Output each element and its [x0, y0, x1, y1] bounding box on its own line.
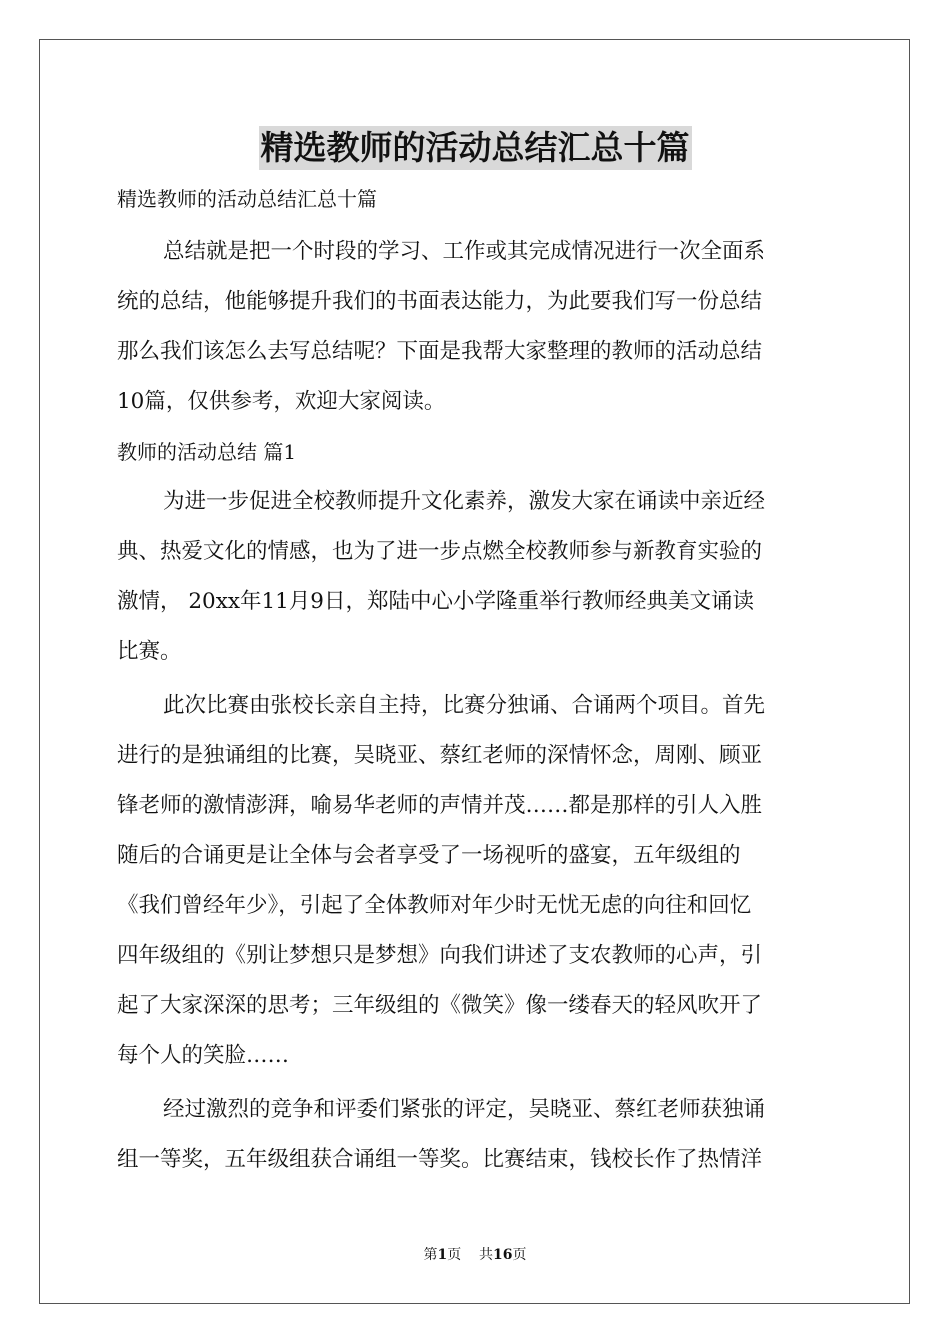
footer-page-word: 页 [447, 1247, 462, 1263]
section-heading: 教师的活动总结 篇1 [117, 440, 297, 464]
text-line: 每个人的笑脸…… [117, 1043, 290, 1068]
document-subtitle: 精选教师的活动总结汇总十篇 [117, 187, 377, 211]
text-line: 组一等奖，五年级组获合诵组一等奖。比赛结束，钱校长作了热情洋 [117, 1147, 763, 1172]
footer-total-prefix: 共 [479, 1247, 494, 1263]
paragraph-3 [117, 1085, 833, 1185]
text-line: 《我们曾经年少》，引起了全体教师对年少时无忧无虑的向往和回忆 [117, 893, 752, 918]
intro-paragraph [117, 227, 833, 427]
text-line: 激情， 20xx年11月9日，郑陆中心小学隆重举行教师经典美文诵读 [117, 589, 754, 614]
page-footer [0, 1245, 950, 1265]
text-line: 为进一步促进全校教师提升文化素养，激发大家在诵读中亲近经 [163, 489, 766, 514]
paragraph-1 [117, 477, 833, 677]
text-line: 典、热爱文化的情感，也为了进一步点燃全校教师参与新教育实验的 [117, 539, 763, 564]
text-line: 四年级组的《别让梦想只是梦想》向我们讲述了支农教师的心声，引 [117, 943, 763, 968]
title-container [0, 126, 950, 170]
text-line: 10篇，仅供参考，欢迎大家阅读。 [117, 389, 446, 414]
document-body [117, 181, 833, 1189]
text-line: 统的总结，他能够提升我们的书面表达能力，为此要我们写一份总结 [117, 289, 763, 314]
text-line: 起了大家深深的思考；三年级组的《微笑》像一缕春天的轻风吹开了 [117, 993, 763, 1018]
footer-prefix: 第 [423, 1247, 438, 1263]
paragraph-2 [117, 681, 833, 1081]
text-line: 随后的合诵更是让全体与会者享受了一场视听的盛宴，五年级组的 [117, 843, 741, 868]
text-line: 进行的是独诵组的比赛，吴晓亚、蔡红老师的深情怀念，周刚、顾亚 [117, 743, 763, 768]
total-pages-number: 16 [493, 1247, 513, 1263]
current-page-number: 1 [437, 1247, 448, 1263]
text-line: 此次比赛由张校长亲自主持，比赛分独诵、合诵两个项目。首先 [163, 693, 766, 718]
text-line: 比赛。 [117, 639, 182, 664]
footer-total-suffix: 页 [512, 1247, 527, 1263]
text-line: 锋老师的激情澎湃，喻易华老师的声情并茂……都是那样的引人入胜 [117, 793, 763, 818]
document-title: 精选教师的活动总结汇总十篇 [259, 126, 692, 170]
text-line: 那么我们该怎么去写总结呢？下面是我帮大家整理的教师的活动总结 [117, 339, 763, 364]
text-line: 经过激烈的竞争和评委们紧张的评定，吴晓亚、蔡红老师获独诵 [163, 1097, 766, 1122]
text-line: 总结就是把一个时段的学习、工作或其完成情况进行一次全面系 [163, 239, 766, 264]
